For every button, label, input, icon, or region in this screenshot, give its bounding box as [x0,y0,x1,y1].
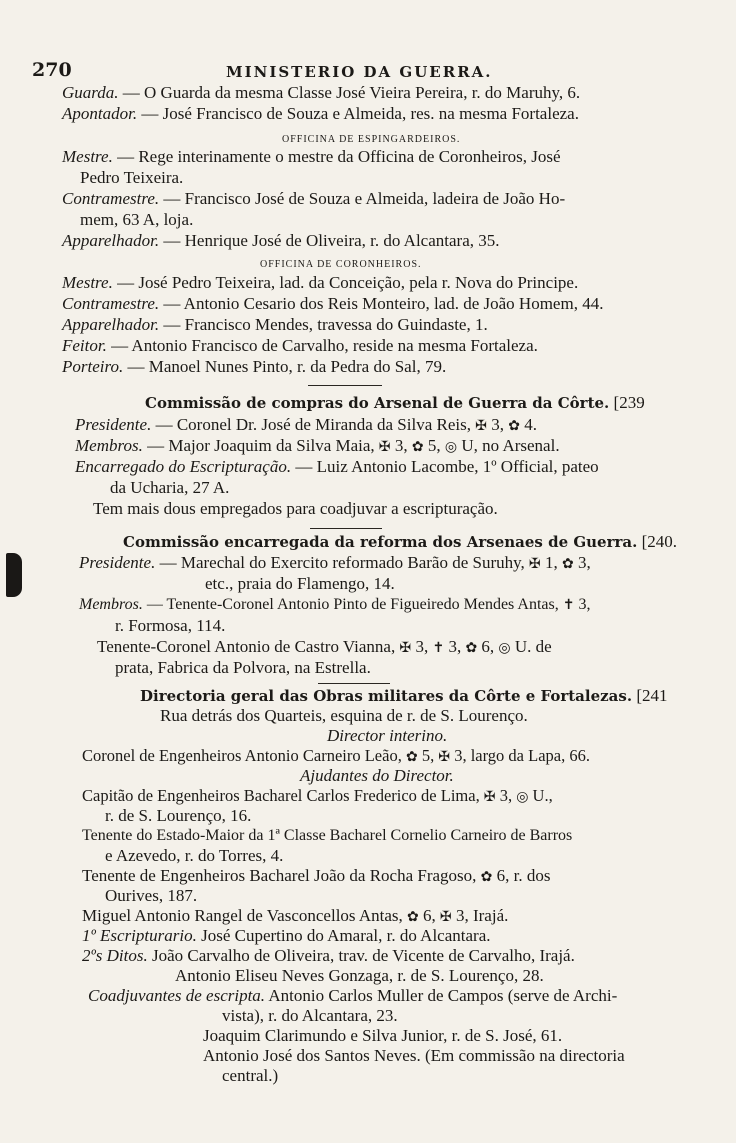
commissao-reforma-title: Commissão encarregada da reforma dos Arsenaes de Guerra. [123,533,638,551]
esp-apparelhador-role: Apparelhador. [62,231,160,250]
coadjuvante-1-text-1: Antonio Carlos Muller de Campos (serve de Archi- [268,986,618,1005]
directoria-number: [241 [636,686,668,705]
latin-cross-icon: ✝ [562,597,575,613]
ajudante-3-entry [82,866,550,887]
compras-encarregado-text-1: — Luiz Antonio Lacombe, 1º Official, pateo [295,457,599,476]
apontador-text: — José Francisco de Souza e Almeida, res. na mesma Fortaleza. [141,104,579,123]
section-divider [308,385,382,386]
coadjuvante-3-text-1: Antonio José dos Santos Neves. (Em commissão na directoria [203,1046,625,1065]
reforma-presidente-entry [79,553,591,574]
reforma-membros-text-2: r. Formosa, 114. [115,616,226,635]
director-tail2: 3, largo da Lapa, 66. [454,746,590,765]
ajudante-1-entry [82,786,553,807]
cor-feitor-entry [62,336,538,356]
esp-mestre-entry [62,147,561,167]
reforma-membro2-tail3: 6, [481,637,495,656]
cor-apparelhador-role: Apparelhador. [62,315,160,334]
rose-medal-icon: ✿ [480,869,493,885]
rose-medal-icon: ✿ [465,640,478,656]
directoria-title: Directoria geral das Obras militares da Côrte e Fortalezas. [140,687,633,705]
guarda-text: — O Guarda da mesma Classe José Vieira Pereira, r. do Maruhy, 6. [122,83,581,102]
compras-encarregado-entry [75,457,599,477]
compras-encarregado-role: Encarregado do Escripturação. [75,457,292,476]
ajudante-4-entry [82,906,508,927]
apontador-role: Apontador. [62,104,138,123]
guarda-role: Guarda. [62,83,119,102]
director-heading: Director interino. [327,726,448,745]
reforma-presidente-tail: 1, [545,553,558,572]
ajudante-3-text-1: Tenente de Engenheiros Bacharel João da Rocha Fragoso, [82,866,477,885]
compras-note: Tem mais dous empregados para coadjuvar a escripturação. [93,499,498,518]
commissao-compras-heading [145,393,645,413]
cor-porteiro-entry [62,357,446,377]
compras-presidente-entry [75,415,537,436]
commissao-compras-number: [239 [613,393,645,412]
maltese-cross-icon: ✠ [438,749,451,765]
cor-mestre-text: — José Pedro Teixeira, lad. da Conceição, pela r. Nova do Principe. [117,273,579,292]
coadjuvante-1-text-2: vista), r. do Alcantara, 23. [222,1006,398,1025]
running-title: MINISTERIO DA GUERRA. [226,63,493,81]
reforma-membro2-text-1: Tenente-Coronel Antonio de Castro Vianna, [97,637,396,656]
escripturario-1-text: José Cupertino do Amaral, r. do Alcantara. [201,926,491,945]
esp-contramestre-role: Contramestre. [62,189,160,208]
commissao-reforma-number: [240. [641,532,678,551]
reforma-membro2-entry [97,637,552,658]
latin-cross-icon: ✝ [432,640,445,656]
compras-membros-text: — Major Joaquim da Silva Maia, [147,436,375,455]
page-number: 270 [32,59,72,81]
reforma-membros-text-1: — Tenente-Coronel Antonio Pinto de Figueiredo Mendes Antas, [146,596,559,613]
compras-presidente-role: Presidente. [75,415,152,434]
director-entry [82,746,590,767]
cor-contramestre-text: — Antonio Cesario dos Reis Monteiro, lad. de João Homem, 44. [163,294,604,313]
rose-medal-icon: ✿ [407,909,419,925]
guarda-entry [62,83,580,103]
directoria-heading [140,686,667,706]
reforma-membro2-tail2: 3, [448,637,462,656]
ajudante-4-tail: 6, [423,906,436,925]
cor-mestre-role: Mestre. [62,273,113,292]
maltese-cross-icon: ✠ [475,418,487,434]
coadjuvante-role: Coadjuvantes de escripta. [88,986,266,1005]
maltese-cross-icon: ✠ [440,909,452,925]
esp-contramestre-text-2: mem, 63 A, loja. [80,210,194,229]
cor-apparelhador-text: — Francisco Mendes, travessa do Guindaste, 1. [163,315,488,334]
coadjuvante-2-text: Joaquim Clarimundo e Silva Junior, r. de S. José, 61. [203,1026,563,1045]
reforma-membros-role: Membros. [79,596,143,613]
ajudante-3-text-2: Ourives, 187. [105,886,198,905]
commissao-compras-title: Commissão de compras do Arsenal de Guerra da Côrte. [145,394,610,412]
circled-order-icon: ◎ [516,789,529,805]
cor-contramestre-entry [62,294,603,314]
esp-mestre-text-1: — Rege interinamente o mestre da Officina de Coronheiros, José [117,147,561,166]
officina-espingardeiros-heading: OFFICINA DE ESPINGARDEIROS. [282,134,461,145]
cor-apparelhador-entry [62,315,488,335]
ajudante-4-text-1: Miguel Antonio Rangel de Vasconcellos Antas, [82,906,403,925]
esp-mestre-role: Mestre. [62,147,113,166]
ajudante-3-tail: 6, r. dos [496,866,551,885]
ajudantes-heading: Ajudantes do Director. [300,766,454,785]
directoria-address: Rua detrás dos Quarteis, esquina de r. de S. Lourenço. [160,706,528,725]
compras-presidente-tail2: 4. [524,415,537,434]
reforma-membro2-text-2: prata, Fabrica da Polvora, na Estrella. [115,658,371,677]
rose-medal-icon: ✿ [411,439,424,455]
escripturario-2-role: 2ºs Ditos. [82,946,148,965]
esp-apparelhador-entry [62,231,500,251]
reforma-membro2-tail: 3, [415,637,429,656]
officina-coronheiros-heading: OFFICINA DE CORONHEIROS. [260,259,422,270]
rose-medal-icon: ✿ [508,418,520,434]
compras-membros-role: Membros. [75,436,143,455]
cor-mestre-entry [62,273,578,293]
reforma-membro2-tail4: U. de [514,637,552,656]
maltese-cross-icon: ✠ [399,640,412,656]
compras-membros-tail2: 5, [427,436,441,455]
circled-order-icon: ◎ [498,640,511,656]
coadjuvante-1-entry [88,986,617,1006]
escripturario-2-text: João Carvalho de Oliveira, trav. de Vicente de Carvalho, Irajá. [151,946,575,965]
maltese-cross-icon: ✠ [529,556,541,572]
reforma-presidente-tail2: 3, [578,553,591,572]
esp-contramestre-text-1: — Francisco José de Souza e Almeida, ladeira de João Ho- [163,189,566,208]
circled-order-icon: ◎ [444,439,458,455]
rose-medal-icon: ✿ [405,749,418,765]
cor-porteiro-text: — Manoel Nunes Pinto, r. da Pedra do Sal, 79. [127,357,447,376]
escripturario-3-text: Antonio Eliseu Neves Gonzaga, r. de S. Lourenço, 28. [175,966,544,985]
ajudante-4-tail2: 3, Irajá. [455,906,509,925]
compras-membros-tail: 3, [394,436,408,455]
escripturario-1-role: 1º Escripturario. [82,926,197,945]
compras-membros-tail3: U, no Arsenal. [461,436,560,455]
ajudante-1-text-1: Capitão de Engenheiros Bacharel Carlos Frederico de Lima, [82,786,480,805]
commissao-reforma-heading [123,532,677,552]
reforma-membros-entry [79,595,590,615]
compras-presidente-tail: 3, [491,415,504,434]
escripturario-1-entry [82,926,491,946]
coadjuvante-3-text-2: central.) [222,1066,279,1085]
esp-contramestre-entry [62,189,565,209]
reforma-presidente-role: Presidente. [79,553,156,572]
compras-presidente-text: — Coronel Dr. José de Miranda da Silva Reis, [155,415,471,434]
apontador-entry [62,104,579,124]
section-divider [310,528,382,529]
ajudante-1-text-2: r. de S. Lourenço, 16. [105,806,252,825]
maltese-cross-icon: ✠ [378,439,391,455]
escripturario-2-entry [82,946,575,966]
compras-membros-entry [75,436,560,457]
director-text-1: Coronel de Engenheiros Antonio Carneiro Leão, [82,746,402,765]
esp-apparelhador-text: — Henrique José de Oliveira, r. do Alcantara, 35. [163,231,500,250]
maltese-cross-icon: ✠ [483,789,496,805]
ajudante-2-text-1: Tenente do Estado-Maior da 1ª Classe Bacharel Cornelio Carneiro de Barros [82,827,573,844]
ajudante-2-text-2: e Azevedo, r. do Torres, 4. [105,846,284,865]
margin-thumb-mark [6,553,22,597]
director-tail: 5, [421,746,435,765]
rose-medal-icon: ✿ [562,556,574,572]
reforma-membros-tail: 3, [578,596,591,613]
cor-contramestre-role: Contramestre. [62,294,160,313]
cor-feitor-role: Feitor. [62,336,107,355]
cor-feitor-text: — Antonio Francisco de Carvalho, reside na mesma Fortaleza. [111,336,538,355]
cor-porteiro-role: Porteiro. [62,357,124,376]
esp-mestre-text-2: Pedro Teixeira. [80,168,184,187]
section-divider [318,683,390,684]
reforma-presidente-text-2: etc., praia do Flamengo, 14. [205,574,395,593]
ajudante-1-tail: 3, [499,786,513,805]
compras-encarregado-text-2: da Ucharia, 27 A. [110,478,230,497]
ajudante-1-tail2: U., [532,786,553,805]
reforma-presidente-text-1: — Marechal do Exercito reformado Barão de Suruhy, [159,553,525,572]
